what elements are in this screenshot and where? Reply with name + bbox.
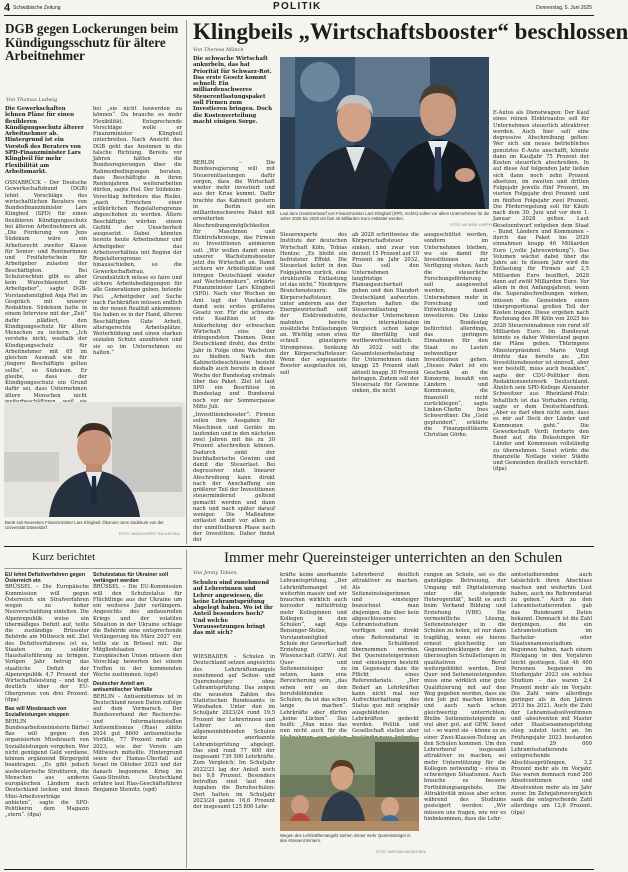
bottom-headline: Immer mehr Quereinsteiger unterrichten an den Schulen — [224, 550, 563, 566]
left-headline: DGB gegen Lockerungen beim Kündigungsschutz für ältere Arbeitnehmer — [5, 21, 179, 64]
brief-item3-headline: Schutzstatus für Ukrainer soll verlängert werden — [93, 572, 169, 585]
left-photo-caption: Berät seit Neuestem Finanzminister Lars Klingbeil: Ökonom Jens Südekum von der Universität Düsseldorf. — [5, 520, 164, 531]
brief-col1 — [5, 572, 89, 868]
brief-title-rule — [4, 568, 182, 569]
main-byline: Von Theresa Münch — [193, 47, 244, 53]
bottom-lead: Schulen sind zunehmend auf Lehrerinnen und Lehrer angewiesen, die keine Lehramtsprüfung abgelegt haben. Wo ist ihr Anteil besonders hoch? Und welche Voraussetzungen bringt das mit sich? — [193, 580, 273, 637]
main-lead: Die schwache Wirtschaft ankurbeln, das hat Priorität für Schwarz-Rot. Das erste Gesetz kommt schnell: Ein milliardenschweres Steuerentlastungspaket soll Firmen zum Investieren bringen. Doch die Kostenverteilung macht einigen Sorge. — [193, 56, 272, 125]
main-body-col3: E-Autos als Dienstwagen: Der Kauf eines reinen Elektroautos soll für Unternehmen steuerlich attraktiver werden. Auch hier soll eine degressive Abschreibung gelten: Wer sich ein neues betriebliches genutztes E-Auto anschafft, könnte dann im Kaufjahr 75 Prozent der Kosten steuerlich abschreiben. In auf diese Auf folgenden Jahr ließen sich dann noch zehn Prozent absetzen, im zweiten und dritten Folgejahr jeweils fünf Prozent, im vierten Folgejahr drei Prozent und im fünften Folgejahr zwei Prozent. Die Förderregelung soll für Käufe nach dem 30. Juni und vor dem 1. Januar 2028 gelten. Laut Gesetzentwurf entgehen dem Staat – Bund, Ländern und Kommunen – durch das Paket bis 2029 einnahmen knapp 46 Milliarden Euro („volle Jahreswirkung“). Das Volumen wächst dabei über die Jahre an: In diesem Jahr wird die Entlastung für Firmen auf 2,5 Milliarden Euro beziffert, 2028 dann auf zwölf Milliarden Euro. Vor allem in den Anfangsjahren, wenn die Superabschreibungen wirken, müssen die Gemeinden einen überproportional großen Teil der Kosten tragen. Diese ergeben nach Rechnung des IW Köln von 2025 bis 2028 Steuereinnahmen von rund elf Milliarden Euro. Im Bundesrat könnte es daher Widerstand gegen die Pläne geben. Thüringens Ministerpräsident Mario Voigt drohte das bereits an: „Ein Investitionsbooster ist sinnvoll, aber wer bestellt, muss auch bezahlen“, sagte der CDU-Politiker dem Redaktionsnetzwerk Deutschland. Ähnlich sein SPD-Kollege Alexander Schweitzer aus Rheinland-Pfalz: Inhaltlich ist das Vorhaben richtig, sagte er dem Deutschlandfunk. „Aber es darf eben nicht sein, dass es mir auf Deck der Länder und Kommunen geht.“ Die Gewerkschaft Verdi forderte den Bund auf, die Belastungen für Länder und Kommunen vollständig zu übernehmen. Sonst würde die finanzielle Notlage vieler Städte und Gemeinden deutlich verschärft. (dpa) — [493, 110, 589, 473]
bottom-byline: Von Jenny Tobien — [193, 570, 237, 576]
bottom-body-col3: Lehrerberuf deutlich attraktiver zu machen. Als Seiteneinsteigerinnen und -einsteiger bezeichnet man diejenigen, die über kein abgeschlossenes Lehramtsstudium verfügen und direkt ohne Referendariat in den Schuldienst übernommen werden. Bei Quereinsteigerinnen und -einsteigern besteht im Gegensatz dazu die Pflicht eines Referendariats. „Der Bedarf an Lehrkräften kann nicht mal nur Aufrechterhaltung des Status quo mit originär ausgebildeten Lehrkräften gedeckt werden. Politik und Gesellschaft stellen aber — [352, 572, 419, 735]
brief-item3-text: BRÜSSEL – Die EU-Kommission will den Schutzstatus für Flüchtlinge aus der Ukraine um ein weiteres Jahr verlängern. Angesichts des andauernden Kriegs und der volatilen Situation in der Ukraine schlage die Behörde eine entsprechende Verlängerung bis März 2027 vor, teilte sie in Brüssel mit. Die Mitgliedstaaten der Europäischen Union müssen den Vorschlag bewerten bei einem Treffen in der kommenden Woche zustimmen. (epd) — [93, 584, 182, 678]
main-photo-caption: Laut dem Gesetzentwurf von Finanzminister Lars Klingbeil (SPD, rechts) sollen vor allem Unternehmen für die Jahre 2025 bis 2029 um fast 46 Milliarden Euro entlastet werden. — [280, 211, 490, 222]
bottom-body-col1: WIESBADEN – Schulen in Deutschland setzen angesichts des Lehrkräftemangels zunehmend auf Seiten- und Quereinsteiger ohne Lehramtsprüfung. Das zeigen die neuesten Zahlen des Statistischen Bundesamts in Wiesbaden. Unter den im Schuljahr 2023/24 rund 19,5 Prozent der Lehrerinnen und Lehrer an den allgemeinbildenden Schulen keine anerkannte Lehramtsprüfung abgelegt. Das sind rund 77 600 der insgesamt 739 500 Lehrkräfte. Zum Vergleich: Im Schuljahr 2022/23 lag der Anteil noch bei 9,8 Prozent. Besonders betroffen sind laut den Angaben die Berufsschulen: Dort hatten im Schuljahr 2023/24 ganze 16,6 Prozent der insgesamt 125 800 Lehr- — [193, 654, 275, 810]
main-photo-credit: FOTO: MICHAEL KAPPELER — [450, 223, 499, 227]
left-divider — [186, 20, 187, 544]
bottom-photo-credit: FOTO: MARIJAN MURAT/DPA — [376, 850, 426, 854]
left-photo-credit: FOTO: IMAGO/HORST GALUSCHKA — [119, 532, 180, 536]
left-lead: Die Gewerkschaften lehnen Pläne für einen flexibleren Kündigungsschutz älterer Arbeitnehmer ab. Hintergrund ist ein Vorstoß des Beraters von SPD-Finanzminister Lars Klingbeil für mehr Flexibilität am Arbeitsmarkt. — [5, 106, 84, 175]
bottom-body-col5: amtsstudierenden auch tatsächlich ihren Abschluss machen und weiterhin Lust haben, auch ins Referendariat zu gehen.“ Auch zu den Lehramtsstudierenden gab das Bundesamt Daten bekannt. Demnach ist die Zahl derjenigen, die ein Lehramtsstudium im Bachelor- oder Staatsexamensstudium begonnen haben, nach einem Rückgang in den Vorjahren leicht gestiegen. Gut 46 400 Personen begannen im Studienjahr 2023 ein solches Studium – das waren 2,4 Prozent mehr als im Vorjahr. Die Zahl wäre allerdings geringer als in den Jahren 2013 bis 2021. Auch die Zahl der Lehramtsabsolventinnen und -absolventen mit Master oder Staatsexamensprüfung stieg zuletzt leicht an. Im Prüfungsjahr 2023 bestanden rund 29 000 Lehramtsstudierende entsprechende Abschlussprüfungen, 3,2 Prozent mehr als im Vorjahr. Das waren demnach rund 200 Absolventinnen und Absolventen mehr als im Jahr zuvor. Im Zehnjahresvergleich sank die entsprechende Zahl allerdings um 12,6 Prozent. (dpa) — [511, 572, 592, 816]
left-body-col2: bei „sie nicht loswerden zu können“. Da brauche es mehr Flexibilität. Entsprechende Vorschläge wolle er Finanzminister Klingbeil unterbreiten. Nach Ansicht des DGB geht das Ansinnen in die falsche Richtung. Bereits vor Jahren hätten die Bundesregierungen über die Rahmenbedingungen beraten, dass Beschäftigte in ihren Rentenjahren weiterarbeiten dürfen, sagte Piel. Der Südekum-Vorschlag befördere das Risiko, „nach Erreichen einer willkürlichen Regelaltersgrenze abgeschoben zu werden. Ältere Beschäftigte würden einem Gefühl der Unsicherheit ausgesetzt. Dabei könnten bereits heute Arbeitnehmer und Arbeitgeber das Arbeitsverhältnis mit Beginn der Regelaltersgrenze hinausschieben, so die Gewerkschaftsfrau. Grundsätzlich müsse es faire und sichere Arbeitsbedingungen für alle Generationen geben, betonte Piel. „Arbeitgeber auf Suche nach Fachkräften müssen endlich in der neuen Realität ankommen: Sie haben es in der Hand, älteren Beschäftigten Gute Arbeit, altersgerechte Arbeitsplätze, Weiterbildung und einen starken sozialen Schutz anzubieten und sie so im Unternehmen zu halten.“ — [93, 106, 182, 356]
brief-item1-headline: EU lehnt Defizitverfahren gegen Österreich ein — [5, 572, 86, 585]
brief-col2 — [93, 572, 182, 868]
brief-item2-text: BERLIN – Bundesarbeitsministerin Bärbel Bas will gegen den organisierten Missbrauch von Sozialleistungen vorgehen. Wer nicht genügend Geld verdiene, können ergänzend Bürgergeld beantragen. „Es gibt jedoch ausbeuterische Strukturen, die Menschen aus anderen europäischen Ländern nach Deutschland locken und ihnen Mini-Arbeitsverträge anbieten“, sagte die SPD-Politikerin dem Magazin „stern“. (dpa) — [5, 718, 89, 819]
brief-item1-text: BRÜSSEL – Die Europäische Kommission will gegen Österreich ein Strafverfahren wegen zu hoher Neuverschuldung einleiten. Die Alpenrepublik weise ein übermäßiges Defizit auf, teilte die zuständige Brüsseler Behörde am Mittwoch mit. Ziel des Defizitverfahrens ist es, Staaten zu solider Haushaltsführung zu bringen. Vorigen Jahr betrug das staatliche Defizit der Alpenrepublik 4,7 Prozent der Wirtschaftsleistung – und liegt deutlich über der EU-Obergrenze von drei Prozent. (dpa) — [5, 584, 89, 703]
brief-item2-headline: Bas will Missbrauch von Sozialleistungen stoppen — [5, 706, 69, 719]
main-lower-col1: „Investitionsbooster“: Firmen sollen ihre Ausgaben für Maschinen und Geräte im laufenden und in den nächsten zwei Jahren mit bis zu 30 Prozent abschreiben können. Dadurch sinkt der buchhalterische Gewinn und damit die Steuerlast. Bei degressiver statt linearer Abschreibung kann direkt nach der Anschaffung ein größerer Teil der Investitionen steuermindernd geltend gemacht werden und dann nach und nach später darauf weniger. Die Maßnahme entlastet damit vor allem in der unmittelbaren Phase nach der Investition. Daher findet der — [193, 412, 275, 543]
main-body-col2: BERLIN – Die Bundesregierung will mit Steuerentlastungen dafür sorgen, dass die Wirtschaft wieder mehr investiert und aus der Krise kommt. Dafür brachte das Kabinett gestern in Berlin ein milliardenschweres Paket mit erweiterten Abschreibungsmöglichkeiten für Maschinen und Elektrofahrzeuge, das Firmen zu Investitionen animieren soll. „Wir wollen damit einen unserer Wachstumsbooster jetzt die Wirtschaft an. Damit sichern wir Arbeitsplätze und bringen Deutschland wieder auf Wachstumskurs“, erklärte Finanzminister Lars Klingbeil (SPD). Nach vier Wochen im Amt legt der Vizekanzler damit sein erstes größeres Gesetz vor. Für die schwarz-rote Koalition ist die Ankurbelung der schwachen Wirtschaft eins der drängendsten Themen. Denn Deutschland droht, das dritte Jahr in Folge ohne Wachstum zu bleiben. Nach den Kabinettsbeschlüssen bezieht deshalb auch bereits in dieser Woche der Bundestag erstmals über das Paket. Ziel ist laut SPD ein Beschluss in Bundestag und Bundesrat noch vor der Sommerpause Mitte Juli. — [193, 160, 275, 410]
bottom-body-col4: rungen an Schule, sei es die ganztägige Betreuung, der Umgang mit Digitalisierung oder die steigende Heterogenität“, heißt es auch beim Verband Bildung und Erziehung (VBE). Die vermeintliche Lösung, Seiteneinsteiger in die Schulen zu holen, ist nur dann tragfähig, wenn sie hierzu erneut gleichzeitig um Gegenentwicklungen der zu überzeugten Schulleitungen in qualitativen Beruf weitergebildet werden. Den Quer- und Seiteneinsteigenden muss eine wirklich eine gute Qualifizierung mit auf den Weg gegeben werden, dass sie den Job gut machen können und auch nach schon gleichwertig unterrichten. Bleibe Seiteneinsteigende so viel aber gut, auf GEW. Sonst ist – so warnt sie – könne es zu einer Zwei-Klassen-Teilung an den Schulen kommen. Um den Lehrerberuf insgesamt attraktiver zu machen, sei mehr Unterstützung für die Kollegen notwendig – etwa in schwierigen Situationen. Auch brauche es bessere Fortbildungsangebote. Die Attraktivität müsse aber schon während des Studiums gesteigert werden: „Wir müssen uns fragen, wie wir es hinbekommen, dass die Lehr- — [424, 572, 506, 822]
bottom-photo-caption: Wegen des Lehrkräftemangels stehen immer mehr Quereinsteiger in den Klassenzimmern. — [280, 833, 411, 844]
brief-item4-text: BERLIN – Antisemitismus ist in Deutschland neuen Daten zufolge auf dem Vormarsch. Der Bundesverband der Recherche- und Informationsstellen Antisemitismus (Rias) zählte 2024 gut 8600 antisemitische Vorfälle, 77 Prozent mehr als 2023, wie der Verein am Mittwoch mitteilte. Hintergrund seien der Hamas-Überfall auf Israel im Oktober 2023 und der danach begonnene Krieg im Gaza-Streifen. Deutschland erfahre laut Rias-Geschäftsführer Benjamin Steinitz. (epd) — [93, 693, 183, 794]
suedekum-photo — [4, 402, 185, 517]
main-lower-col3: ab 2028 schrittweise die Körperschaftsteuer sinken, und zwar von derzeit 15 Prozent auf 10 Prozent im Jahr 2032. Das soll den Unternehmen langfristige Planungssicherheit geben und den Standort Deutschland aufwerten. Experten halten die Steuerentlastung deutscher Unternehmen im internationalen Vergleich schon lange für überfällig und wettbewerbsschädlich. Ab 2032 soll die Gesamtsteuerbelastung für Unternehmen dann knapp 25 Prozent statt aktuell knapp 30 Prozent betragen. Zudem soll der Steuersatz für Gewinne sinken, die nicht — [352, 232, 419, 395]
mid-rule — [4, 546, 594, 547]
main-headline: Klingbeils „Wirtschaftsbooster“ beschlossen — [193, 19, 628, 44]
brief-item4-headline: Deutscher Anteil am antisemitischer Vorfälle — [93, 681, 153, 694]
main-lower-col4: ausgeschüttet werden, sondern im Unternehmen bleiben, wo sie damit für Investitionen zur Verfügung stehen. Auch die steuerliche Forschungsförderung soll ausgeweitet werden, damit Unternehmen mehr in Forschung und Entwicklung investieren. Die Linke im Bundestag befürchtet allerdings, das geringere Einnahmen für den Staat zu Lasten notwendiger Investitionen gehen. „Dieses Paket ist ein Geschenk an die Konzerne, bezahlt von Ländern und Kommunen, die finanziell nicht zurückliegen“, sagte Linken-Chefin Ines Schwerdtner. Die „Geld geplundert“, erklärte die Finanzpolitikerin Christian Görke. — [424, 232, 488, 438]
brief-divider — [186, 550, 187, 868]
newspaper-name: Schwäbische Zeitung — [13, 5, 61, 11]
brief-title: Kurz berichtet — [32, 551, 96, 563]
header-rule — [4, 15, 594, 16]
bottom-rule — [4, 869, 594, 870]
left-body-col1: OSNABRÜCK – Der Deutsche Gewerkschaftsbund (DGB) lehnt Vorschläge des wirtschaftlichen Beraters von Bundesfinanzminister Lars Klingbeil (SPD) für einen flexibleren Kündigungsschutz bei älteren Arbeitnehmern ab. „Die Forderung von Jens Südekum wäre ein Arbeitsrecht zweiter Klasse für Senior- und Rentnerinnen und Freifahrtschein für Arbeitgeber zulasten der Beschäftigten. Bei Schutzrechten gibt es aber kein Wunschkonzert für Arbeitgeber“, sagte DGB-Vorstandsmitglied Anja Piel im Gespräch mit unserer Redaktion. Südekum hatte in einem Interview mit der „Zeit“ dafür plädiert, den Kündigungsschutz für ältere Menschen zu lockern. „Ich verstehe nicht, weshalb der Kündigungsschutz für Arbeitnehmer mit 65 im gleichen Ausmaß wie für jüngere Beschäftigte gelten sollte“, so Südekum. Er glaube, dass der Kündigungsschutz ein Grund dafür sei, dass Unternehmen ältere Menschen nicht — [5, 180, 87, 399]
classroom-photo — [280, 737, 419, 831]
left-byline: Von Thomas Ludwig — [6, 97, 58, 103]
section-title: POLITIK — [273, 1, 322, 12]
page-number: 4 — [4, 2, 11, 14]
main-lower-col2: Steuerexperte des Instituts der deutschen Wirtschaft Köln, Tobias Hentze: „Es bleibt ein befristeter Effekt. Die Steuerlast kehrt in den Folgejahren zurück, eine strukturelle Entlastung ist das nicht.“ Niedrigere Branchensteuern: Die Körperschaftsteuer, unter anderem aus der Energiewirtschaft und der Elektroindustrie, mahnten bereits zusätzliche Entlastungen an. Wichtig seien etwa schnell günstigere Strompreise. Senkung der Körperschaftsteuer: Wenn der sogenannte Booster ausgelaufen ist, soll — [280, 232, 347, 376]
page-date: Donnerstag, 5. Juni 2025 — [536, 5, 592, 11]
bottom-body-col2: kräfte keine anerkannte Lehramtsprüfung. „Der Lehrkräftemangel ist weiterhin massiv und wir brauchen wirklich auch kurzoder mittelfristig mehr Kolleginnen und Kollegen in den Schulen“, sagt Anja Bensinger-Stolze, Vorstandsmitglied Schule der Gewerkschaft Erziehung und Wissenschaft (GEW). Auf Quer- und Seiteneinsteiger zu setzen, kann eine Bereicherung sein, „das sehen wir an den berufsbildenden Schulen, da ist das schon lange machen“. Lehrkräfte aber dürfen „keine Lücken“. Das heißt: „Man muss das nun nicht auch für die — [280, 572, 347, 735]
klingbeil-photo — [280, 57, 489, 209]
